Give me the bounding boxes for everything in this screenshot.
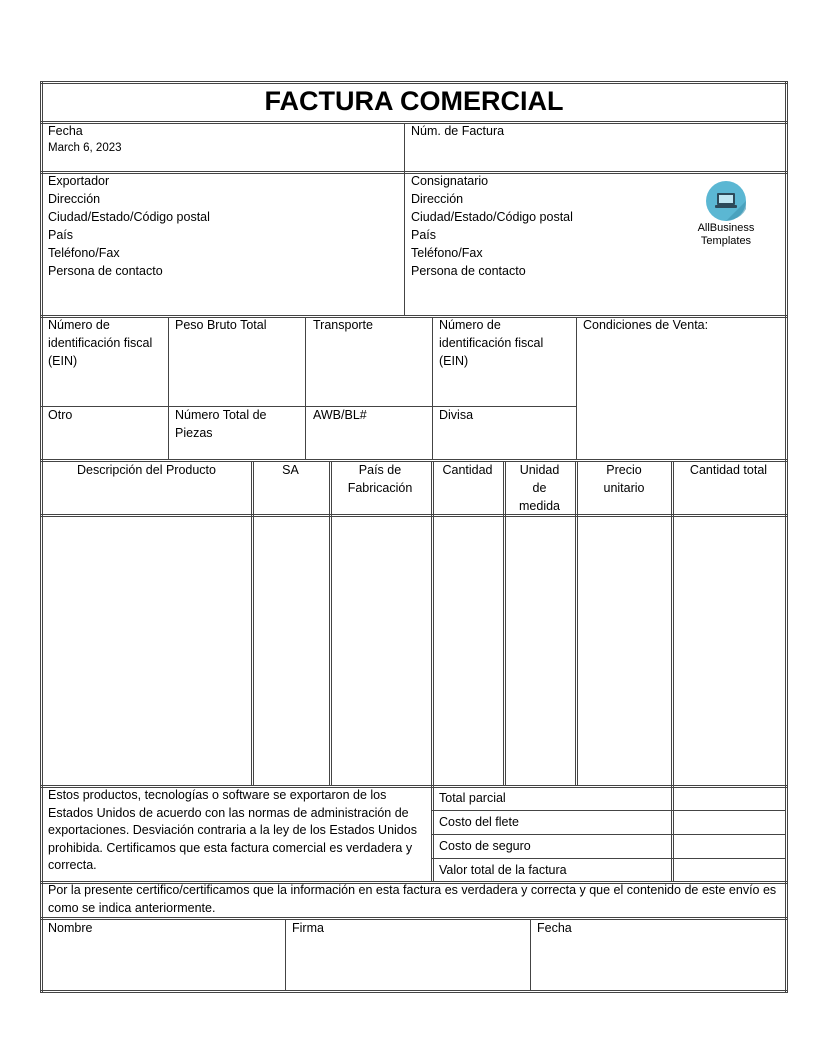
consignee-contact: Persona de contacto <box>411 264 526 278</box>
currency-label: Divisa <box>439 408 474 422</box>
consignee-phone-fax: Teléfono/Fax <box>411 246 483 260</box>
border-right <box>785 81 788 993</box>
items-col-divider-4 <box>503 461 506 786</box>
border-bottom <box>40 990 788 993</box>
signature-date-label: Fecha <box>537 921 572 935</box>
subtotal-label: Total parcial <box>439 791 506 805</box>
divider-shipping-v1 <box>168 317 169 460</box>
col-header-description: Descripción del Producto <box>77 463 216 477</box>
invoice-title: FACTURA COMERCIAL <box>264 86 564 116</box>
invoice-total-label: Valor total de la factura <box>439 863 567 877</box>
consignee-city-state-zip: Ciudad/Estado/Código postal <box>411 210 573 224</box>
col-header-sa: SA <box>282 463 299 477</box>
divider-certification <box>40 917 788 920</box>
total-pieces-label: Número Total de Piezas <box>175 408 267 440</box>
other-label: Otro <box>48 408 73 422</box>
col-header-total-amount: Cantidad total <box>689 463 768 477</box>
divider-header-v <box>404 123 405 316</box>
invoice-number-label: Núm. de Factura <box>411 124 505 138</box>
exporter-address: Dirección <box>48 192 101 206</box>
logo-text-line1: AllBusiness <box>697 222 755 234</box>
items-col-divider-5 <box>575 461 578 786</box>
consignee-address: Dirección <box>411 192 464 206</box>
divider-shipping-v4 <box>576 317 577 460</box>
divider-total-1 <box>432 810 786 811</box>
date-value: March 6, 2023 <box>48 142 122 154</box>
divider-items-header <box>40 514 788 517</box>
divider-shipping-v2 <box>305 317 306 460</box>
insurance-cost-label: Costo de seguro <box>439 839 531 853</box>
awb-label: AWB/BL# <box>313 408 367 422</box>
consignee-heading: Consignatario <box>411 174 489 188</box>
signature-name-label: Nombre <box>48 921 93 935</box>
col-header-quantity: Cantidad <box>442 463 493 477</box>
border-top <box>40 81 788 84</box>
col-header-country-of-origin: País de Fabricación <box>347 463 413 495</box>
logo-text-line2: Templates <box>700 235 752 247</box>
freight-cost-label: Costo del flete <box>439 815 519 829</box>
divider-shipping-v3 <box>432 317 433 460</box>
col-header-unit-of-measure: Unidad de medida <box>519 463 560 513</box>
items-col-divider-6 <box>671 461 674 882</box>
divider-shipping-mid <box>41 406 576 407</box>
exporter-heading: Exportador <box>48 174 110 188</box>
exporter-city-state-zip: Ciudad/Estado/Código postal <box>48 210 210 224</box>
consignee-country: País <box>411 228 437 242</box>
terms-of-sale-label: Condiciones de Venta: <box>583 318 709 332</box>
divider-total-2 <box>432 834 786 835</box>
border-left <box>40 81 43 993</box>
divider-total-3 <box>432 858 786 859</box>
certification-statement: Por la presente certifico/certificamos que la información en esta factura es verdadera y correcta y que el contenido de este envío es como se indica anteriormente. <box>48 883 777 915</box>
exporter-contact: Persona de contacto <box>48 264 163 278</box>
transport-label: Transporte <box>313 318 373 332</box>
signature-sign-label: Firma <box>292 921 324 935</box>
signature-divider-1 <box>285 919 286 991</box>
ein-left-label: Número de identificación fiscal (EIN) <box>48 318 153 368</box>
laptop-icon <box>706 181 746 221</box>
col-header-unit-price: Precio unitario <box>603 463 645 495</box>
exporter-country: País <box>48 228 74 242</box>
items-col-divider-1 <box>251 461 254 786</box>
allbusiness-logo <box>693 181 759 247</box>
date-label: Fecha <box>48 124 83 138</box>
ein-right-label: Número de identificación fiscal (EIN) <box>439 318 544 368</box>
signature-divider-2 <box>530 919 531 991</box>
items-col-divider-2 <box>329 461 332 786</box>
items-col-divider-3 <box>431 461 434 882</box>
exporter-phone-fax: Teléfono/Fax <box>48 246 120 260</box>
export-statement: Estos productos, tecnologías o software se exportaron de los Estados Unidos de acuerdo con las normas de administración de exportaciones. Desviación contraria a la ley de los Estados Unidos prohibida. Certificamos que esta factura comercial es verdadera y correcta. <box>48 788 417 872</box>
gross-weight-label: Peso Bruto Total <box>175 318 267 332</box>
